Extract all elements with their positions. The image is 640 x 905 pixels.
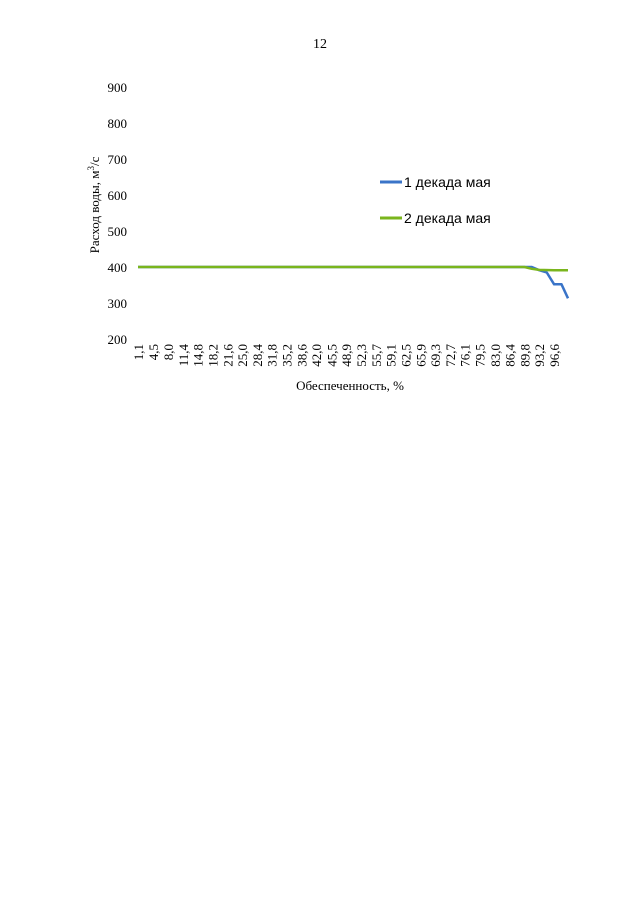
x-tick-label: 55,7 [368, 344, 384, 367]
legend-label-1: 1 декада мая [404, 174, 491, 190]
x-axis-title: Обеспеченность, % [296, 378, 404, 393]
x-tick-label: 72,7 [442, 344, 458, 367]
x-tick-label: 38,6 [294, 344, 310, 367]
legend-label-2: 2 декада мая [404, 210, 491, 226]
x-tick-label: 79,5 [472, 344, 488, 367]
x-tick-label: 21,6 [220, 344, 236, 367]
x-tick-label: 93,2 [532, 344, 548, 367]
x-tick-label: 14,8 [190, 344, 206, 367]
x-tick-label: 65,9 [413, 344, 429, 367]
x-tick-label: 25,0 [235, 344, 251, 367]
y-tick-label: 500 [107, 224, 127, 239]
x-tick-label: 35,2 [279, 344, 295, 367]
y-tick-label: 600 [107, 188, 127, 203]
y-axis-title-main: Расход воды, м [87, 170, 102, 254]
x-tick-label: 83,0 [487, 344, 503, 367]
x-tick-label: 48,9 [339, 344, 355, 367]
x-tick-label: 18,2 [205, 344, 221, 367]
x-tick-label: 96,6 [547, 344, 563, 367]
legend [380, 174, 491, 226]
x-tick-label: 28,4 [249, 344, 265, 367]
x-tick-label: 4,5 [145, 344, 161, 361]
y-axis-title-sup: 3 [86, 166, 96, 171]
x-tick-label: 69,3 [428, 344, 444, 367]
x-tick-label: 59,1 [383, 344, 399, 367]
y-axis-title [86, 156, 102, 253]
x-tick-label: 42,0 [309, 344, 325, 367]
x-tick-label: 89,8 [517, 344, 533, 367]
y-tick-label: 900 [107, 80, 127, 95]
x-tick-label: 1,1 [131, 344, 146, 361]
page-number: 12 [313, 37, 327, 52]
x-axis-ticks [131, 344, 562, 367]
y-tick-label: 400 [107, 260, 127, 275]
y-tick-label: 700 [107, 152, 127, 167]
x-tick-label: 76,1 [457, 344, 473, 367]
y-axis-title-tail: /с [87, 156, 102, 167]
x-tick-label: 31,8 [264, 344, 280, 367]
x-tick-label: 52,3 [354, 344, 370, 367]
x-tick-label: 11,4 [175, 344, 191, 367]
x-tick-label: 62,5 [398, 344, 414, 367]
series-lines [138, 267, 568, 298]
series-line-2 [138, 267, 568, 270]
x-tick-label: 86,4 [502, 344, 518, 367]
x-tick-label: 45,5 [324, 344, 340, 367]
y-axis-ticks [108, 80, 128, 347]
series-line-1 [138, 267, 568, 298]
x-tick-label: 8,0 [161, 344, 177, 361]
y-tick-label: 200 [107, 332, 127, 347]
y-tick-label: 300 [107, 296, 127, 311]
y-tick-label: 800 [107, 116, 127, 131]
